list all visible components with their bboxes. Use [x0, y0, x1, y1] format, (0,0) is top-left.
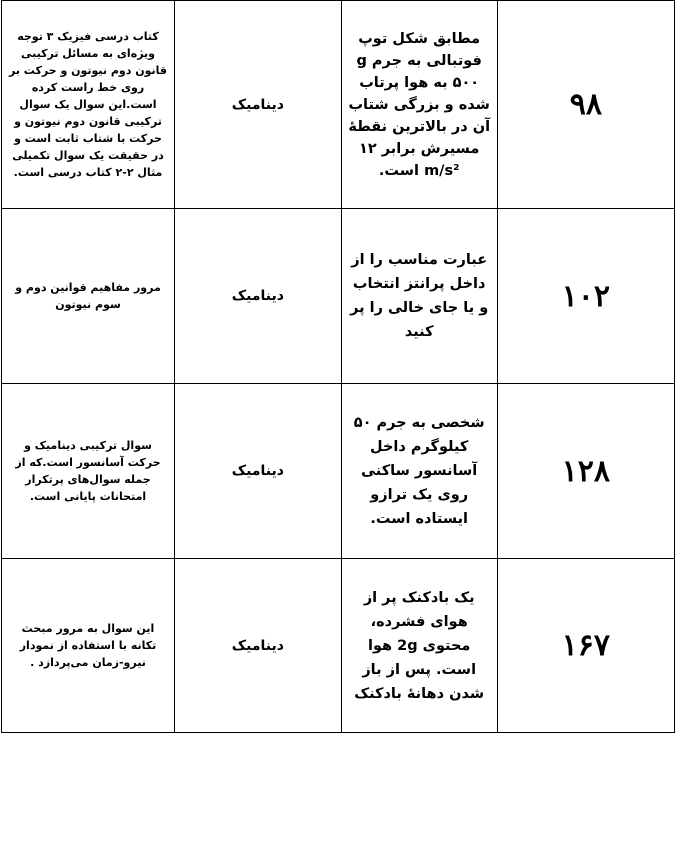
table-row — [2, 559, 675, 733]
table-row — [2, 384, 675, 559]
question-cell — [341, 384, 497, 559]
row-question: مطابق شکل توپ فوتبالی به جرم g ۵۰۰ به هوا پرتاب شده و بزرگی شتاب آن در بالاترین نقطهٔ مسیرش برابر ۱۲ m/s² است. — [348, 30, 491, 179]
number-cell — [497, 209, 674, 384]
description-cell — [2, 1, 175, 209]
row-topic: دینامیک — [231, 96, 284, 113]
row-topic: دینامیک — [231, 288, 284, 304]
row-description: کتاب درسی فیزیک ۳ توجه ویژه‌ای به مسائل ترکیبی قانون دوم نیوتون و حرکت بر روی خط راست کرده است.این سوال یک سوال ترکیبی قانون دوم نیوتون و حرکت با شتاب ثابت است و در حقیقت یک سوال تکمیلی مثال ۲-۲ کتاب درسی است. — [9, 30, 167, 179]
number-cell — [497, 1, 674, 209]
question-cell — [341, 559, 497, 733]
question-cell — [341, 1, 497, 209]
topic-cell — [175, 559, 342, 733]
row-description: این سوال به مرور مبحث تکانه با استفاده از نمودار نیرو-زمان می‌پردازد . — [19, 622, 157, 669]
topic-cell — [175, 209, 342, 384]
description-cell — [2, 209, 175, 384]
row-question: عبارت مناسب را از داخل پرانتز انتخاب و یا جای خالی را پر کنید — [350, 252, 489, 340]
description-cell — [2, 384, 175, 559]
row-number: ۹۸ — [569, 87, 602, 122]
question-cell — [341, 209, 497, 384]
number-cell — [497, 559, 674, 733]
row-question: یک بادکنک پر از هوای فشرده، محتوی 2g هوا است. پس از باز شدن دهانهٔ بادکنک — [354, 589, 485, 702]
row-question: شخصی به جرم ۵۰ کیلوگرم داخل آسانسور ساکنی روی یک ترازو ایستاده است. — [353, 415, 485, 527]
row-number: ۱۲۸ — [561, 453, 611, 489]
topic-cell — [175, 384, 342, 559]
row-description: سوال ترکیبی دینامیک و حرکت آسانسور است.که از جمله سوال‌های پرتکرار امتحانات پایانی است. — [15, 439, 161, 503]
row-description: مرور مفاهیم قوانین دوم و سوم نیوتون — [15, 281, 161, 311]
row-number: ۱۰۲ — [561, 278, 611, 314]
table-row — [2, 209, 675, 384]
table-row — [2, 1, 675, 209]
description-cell — [2, 559, 175, 733]
row-topic: دینامیک — [231, 637, 284, 654]
question-table — [1, 0, 675, 733]
number-cell — [497, 384, 674, 559]
row-number: ۱۶۷ — [561, 628, 611, 663]
topic-cell — [175, 1, 342, 209]
row-topic: دینامیک — [231, 463, 284, 479]
